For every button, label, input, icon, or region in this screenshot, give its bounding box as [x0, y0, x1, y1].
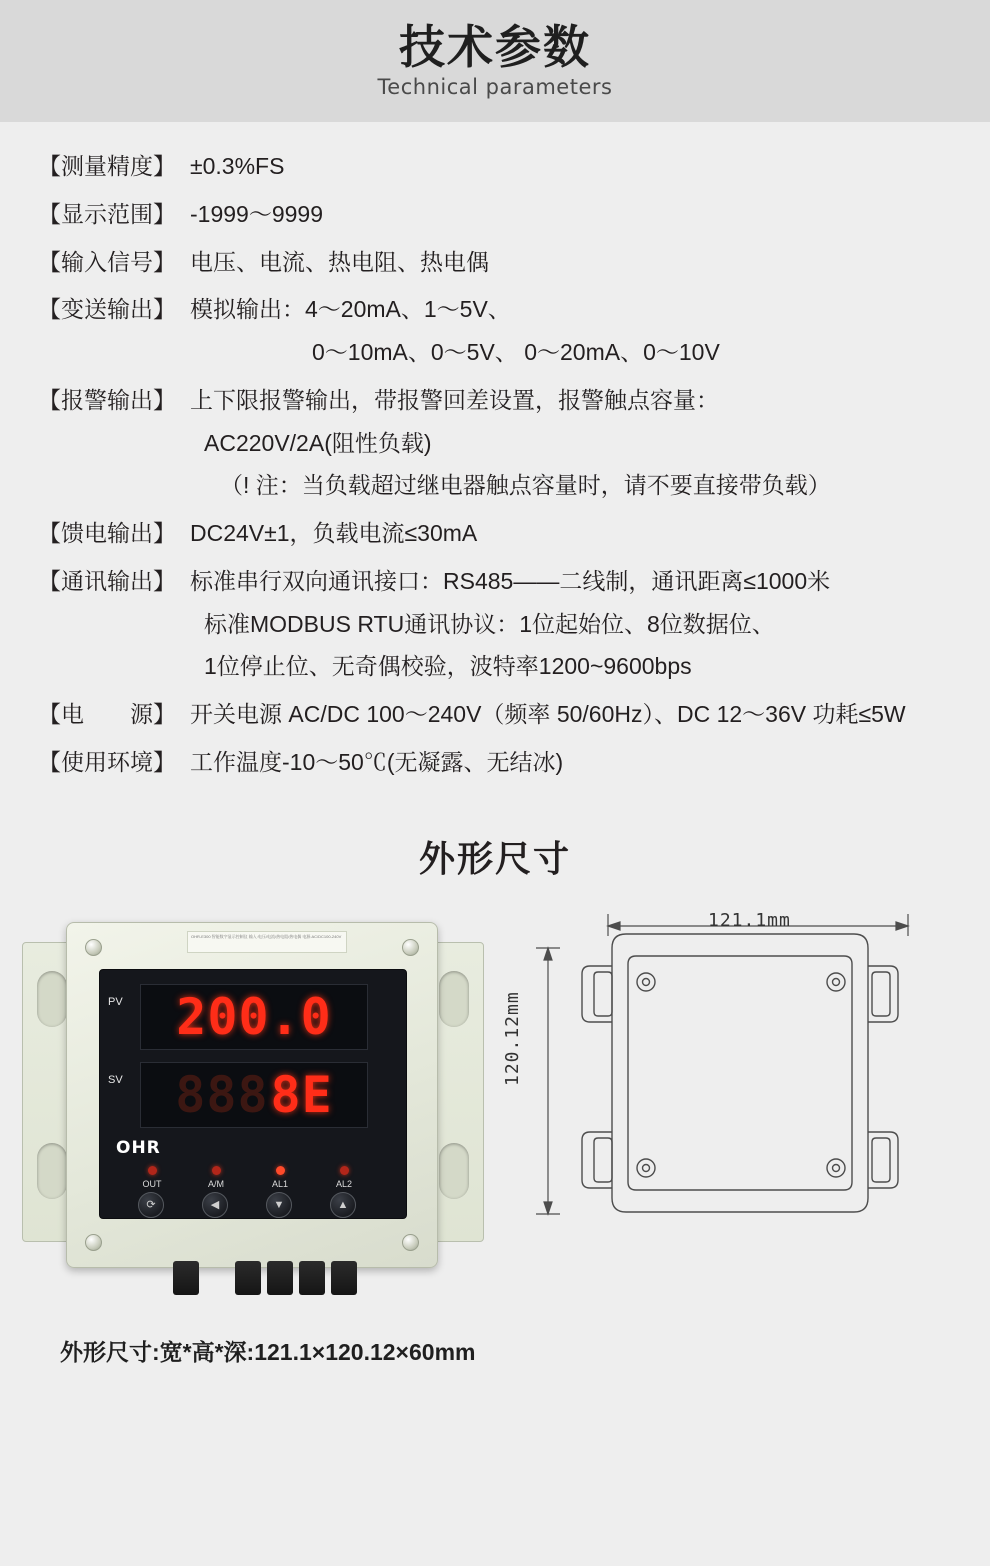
figure-area — [0, 896, 990, 1366]
screw-icon — [85, 1234, 102, 1251]
screw-icon — [402, 1234, 419, 1251]
page-header — [0, 0, 990, 122]
spec-value-line: DC24V±1，负载电流≤30mA — [190, 520, 478, 546]
figure-caption: 外形尺寸:宽*高*深:121.1×120.12×60mm — [60, 1338, 476, 1365]
spec-value — [190, 248, 990, 277]
spec-value-line: AC220V/2A(阻性负载) — [204, 429, 432, 456]
spec-value-line: （! 注：当负载超过继电器触点容量时，请不要直接带负载） — [220, 472, 831, 499]
spec-row — [38, 386, 990, 500]
brand-logo: OHR — [116, 1137, 161, 1158]
sv-display — [140, 1062, 368, 1128]
spec-value-line: 工作温度-10～50℃(无凝露、无结冰) — [190, 748, 564, 775]
spec-value-line: 上下限报警输出，带报警回差设置，报警触点容量： — [190, 386, 719, 413]
sv-tag: SV — [108, 1073, 123, 1086]
pv-digits: 200.0 — [176, 987, 332, 1046]
led-label: AL2 — [335, 1178, 353, 1189]
down-button[interactable]: ▼ — [266, 1192, 292, 1218]
cable-gland — [331, 1261, 357, 1295]
led-al1-icon — [276, 1166, 285, 1175]
spec-value — [190, 748, 990, 777]
device-enclosure — [66, 922, 438, 1268]
spec-key: 【变送输出】 — [38, 296, 176, 323]
spec-list — [0, 122, 990, 777]
led-am-icon — [212, 1166, 221, 1175]
pv-display — [140, 984, 368, 1050]
shift-left-button[interactable]: ◀ — [202, 1192, 228, 1218]
spec-row — [38, 200, 990, 229]
sv-digits-dim: 888 — [175, 1065, 269, 1124]
indicator-led-group — [100, 1166, 408, 1192]
dimension-width-label: 121.1mm — [708, 909, 791, 931]
spec-key: 【测量精度】 — [38, 153, 176, 179]
page-title: 技术参数 — [399, 21, 591, 73]
page-subtitle: Technical parameters — [377, 74, 613, 99]
device-front-panel — [99, 969, 407, 1219]
bracket-slot — [439, 971, 469, 1027]
spec-value — [190, 700, 990, 729]
spec-row — [38, 700, 990, 729]
pv-tag: PV — [108, 995, 123, 1008]
screw-icon — [402, 939, 419, 956]
spec-value — [190, 295, 990, 367]
sv-digits-lit: 8E — [270, 1065, 333, 1124]
led-label: OUT — [142, 1178, 162, 1189]
spec-value-line: 电压、电流、热电阻、热电偶 — [190, 248, 489, 275]
up-button[interactable]: ▲ — [330, 1192, 356, 1218]
led-al2-icon — [340, 1166, 349, 1175]
spec-value — [190, 519, 990, 548]
led-out-icon — [148, 1166, 157, 1175]
spec-row — [38, 248, 990, 277]
dimensions-heading: 外形尺寸 — [418, 837, 571, 879]
cable-gland — [235, 1261, 261, 1295]
spec-key: 【报警输出】 — [38, 386, 176, 413]
led-label: A/M — [207, 1178, 225, 1189]
spec-value — [190, 386, 990, 500]
sv-digits — [141, 1063, 367, 1127]
bracket-slot — [439, 1143, 469, 1199]
spec-value-line: 标准串行双向通讯接口：RS485——二线制，通讯距离≤1000米 — [190, 567, 831, 594]
spec-value-line: 0～10mA、0～5V、 0～20mA、0～10V — [312, 339, 720, 365]
spec-value-line: 标准MODBUS RTU通讯协议：1位起始位、8位数据位、 — [204, 610, 775, 637]
led-label: AL1 — [271, 1178, 289, 1189]
spec-key: 【通讯输出】 — [38, 567, 176, 594]
spec-value-line: 开关电源 AC/DC 100～240V（频率 50/60Hz）、DC 12～36V 功耗≤5W — [190, 701, 906, 727]
device-button-row — [100, 1192, 408, 1218]
spec-key: 【使用环境】 — [38, 748, 176, 775]
spec-key: 【显示范围】 — [38, 200, 176, 227]
cable-gland — [173, 1261, 199, 1295]
screw-icon — [85, 939, 102, 956]
device-label-strip: OHR-E300 智能数字显示控制仪 输入:电压/电流/热电阻/热电偶 电源:AC/DC100-240V — [187, 931, 347, 953]
spec-row — [38, 567, 990, 681]
device-photo — [18, 906, 488, 1306]
dimension-drawing-svg — [500, 896, 980, 1316]
spec-key: 【电 源】 — [38, 701, 176, 727]
spec-value-line: 1位停止位、无奇偶校验，波特率1200~9600bps — [204, 653, 692, 680]
spec-row — [38, 519, 990, 548]
spec-value — [190, 567, 990, 681]
spec-value — [190, 152, 990, 181]
spec-value-line: 模拟输出：4～20mA、1～5V、 — [190, 296, 511, 323]
spec-value-line: -1999～9999 — [190, 200, 323, 227]
spec-row — [38, 295, 990, 367]
spec-key: 【馈电输出】 — [38, 520, 176, 546]
set-button[interactable]: ⟳ — [138, 1192, 164, 1218]
cable-gland — [299, 1261, 325, 1295]
bracket-slot — [37, 1143, 67, 1199]
bracket-slot — [37, 971, 67, 1027]
spec-value — [190, 200, 990, 229]
spec-row — [38, 748, 990, 777]
spec-value-line: ±0.3%FS — [190, 153, 285, 179]
spec-row — [38, 152, 990, 181]
cable-glands — [167, 1261, 367, 1295]
spec-key: 【输入信号】 — [38, 248, 176, 275]
dimension-height-label: 120.12mm — [502, 990, 523, 1086]
dimension-drawing — [500, 896, 980, 1316]
cable-gland — [267, 1261, 293, 1295]
